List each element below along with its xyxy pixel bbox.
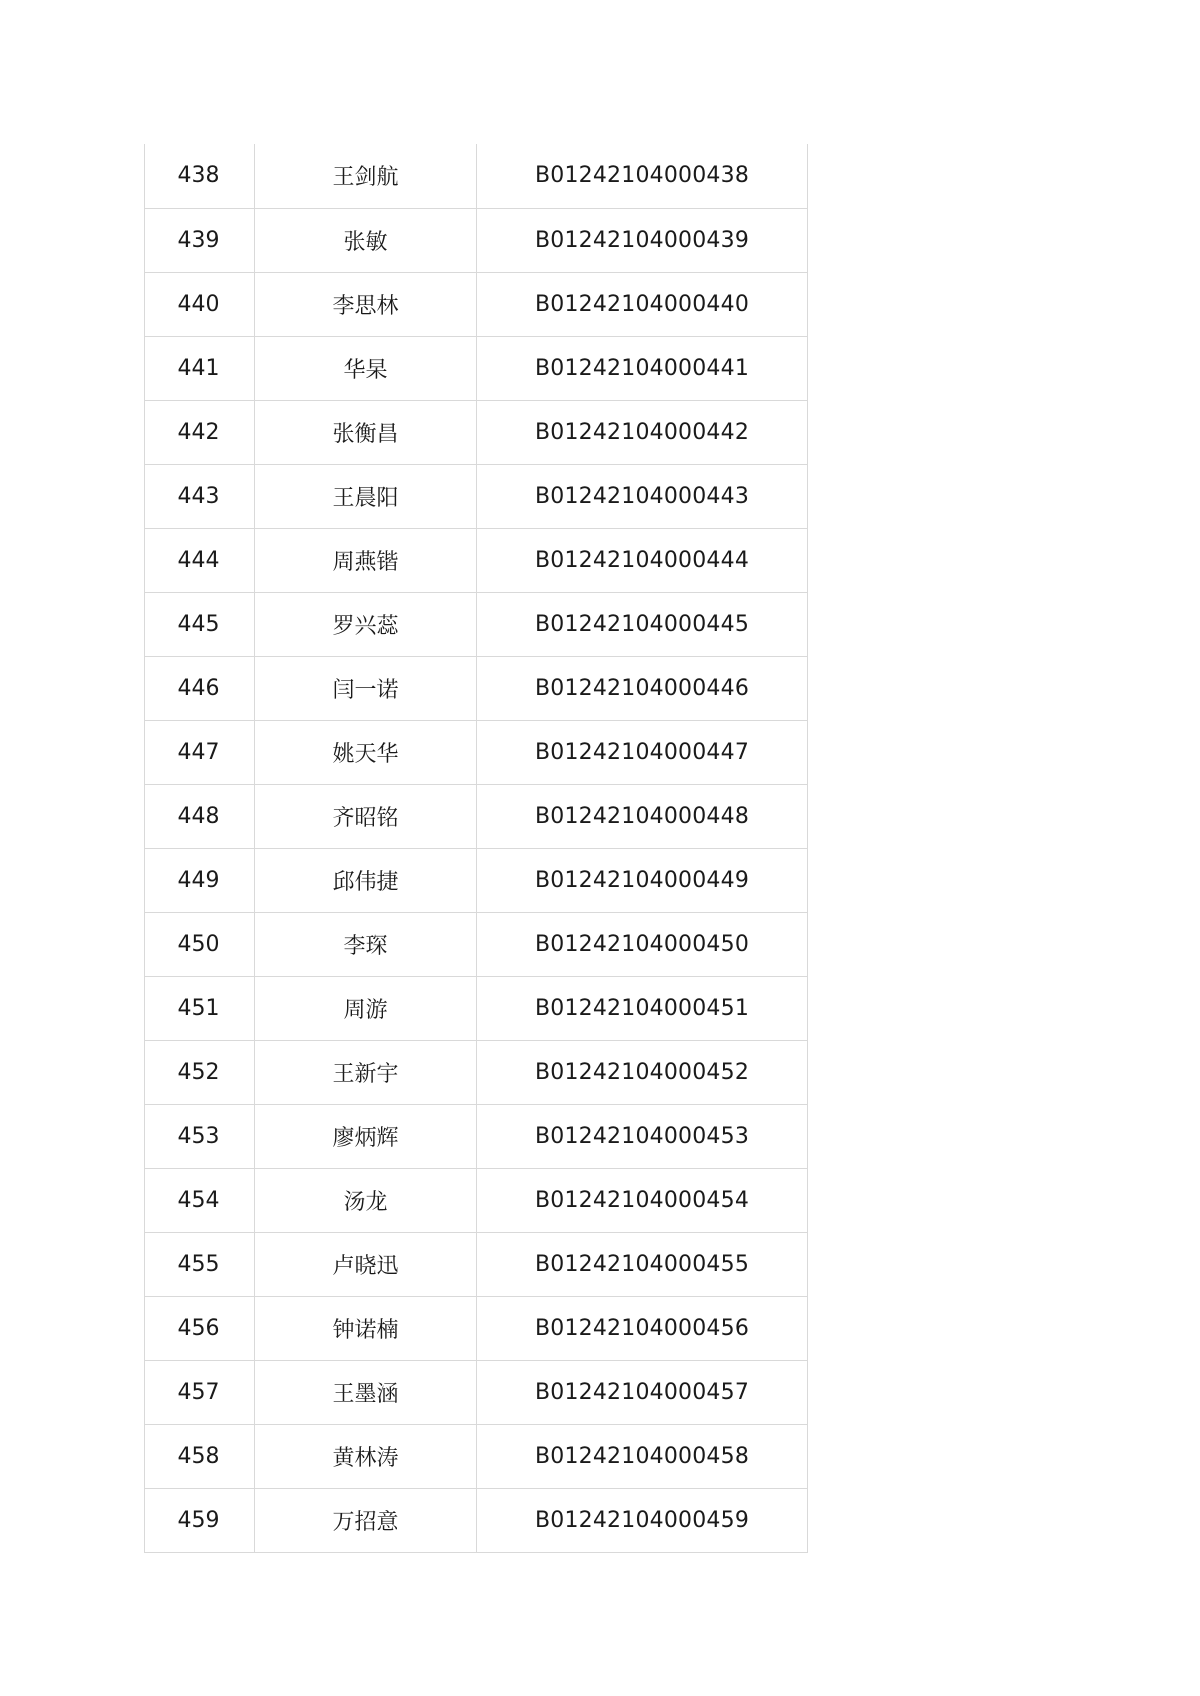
table-row (145, 144, 808, 208)
id-number-cell: B01242104000457 (477, 1360, 808, 1424)
id-number-cell: B01242104000458 (477, 1424, 808, 1488)
id-number-cell: B01242104000438 (477, 144, 808, 208)
name-cell: 张敏 (255, 208, 477, 272)
roster-table-body (145, 144, 808, 1552)
id-number-cell: B01242104000454 (477, 1168, 808, 1232)
name-cell: 张衡昌 (255, 400, 477, 464)
table-row (145, 1232, 808, 1296)
id-number-cell: B01242104000441 (477, 336, 808, 400)
name-cell: 姚天华 (255, 720, 477, 784)
id-number-cell: B01242104000445 (477, 592, 808, 656)
table-row (145, 848, 808, 912)
table-row (145, 976, 808, 1040)
table-row (145, 464, 808, 528)
table-row (145, 1168, 808, 1232)
table-row (145, 1104, 808, 1168)
row-number-cell: 457 (145, 1360, 255, 1424)
table-row (145, 784, 808, 848)
table-row (145, 720, 808, 784)
id-number-cell: B01242104000453 (477, 1104, 808, 1168)
id-number-cell: B01242104000443 (477, 464, 808, 528)
name-cell: 万招意 (255, 1488, 477, 1552)
row-number-cell: 441 (145, 336, 255, 400)
table-row (145, 336, 808, 400)
name-cell: 华杲 (255, 336, 477, 400)
table-row (145, 1296, 808, 1360)
table-row (145, 592, 808, 656)
row-number-cell: 444 (145, 528, 255, 592)
roster-table (144, 144, 808, 1553)
row-number-cell: 442 (145, 400, 255, 464)
table-row (145, 1040, 808, 1104)
id-number-cell: B01242104000447 (477, 720, 808, 784)
name-cell: 王剑航 (255, 144, 477, 208)
row-number-cell: 453 (145, 1104, 255, 1168)
id-number-cell: B01242104000442 (477, 400, 808, 464)
row-number-cell: 454 (145, 1168, 255, 1232)
table-row (145, 1360, 808, 1424)
name-cell: 周游 (255, 976, 477, 1040)
name-cell: 齐昭铭 (255, 784, 477, 848)
row-number-cell: 446 (145, 656, 255, 720)
id-number-cell: B01242104000439 (477, 208, 808, 272)
id-number-cell: B01242104000448 (477, 784, 808, 848)
id-number-cell: B01242104000456 (477, 1296, 808, 1360)
name-cell: 李思林 (255, 272, 477, 336)
table-row (145, 272, 808, 336)
id-number-cell: B01242104000459 (477, 1488, 808, 1552)
name-cell: 李琛 (255, 912, 477, 976)
id-number-cell: B01242104000451 (477, 976, 808, 1040)
row-number-cell: 443 (145, 464, 255, 528)
row-number-cell: 449 (145, 848, 255, 912)
table-row (145, 1488, 808, 1552)
table-row (145, 208, 808, 272)
row-number-cell: 438 (145, 144, 255, 208)
name-cell: 邱伟捷 (255, 848, 477, 912)
id-number-cell: B01242104000452 (477, 1040, 808, 1104)
row-number-cell: 459 (145, 1488, 255, 1552)
row-number-cell: 439 (145, 208, 255, 272)
row-number-cell: 458 (145, 1424, 255, 1488)
row-number-cell: 456 (145, 1296, 255, 1360)
name-cell: 王新宇 (255, 1040, 477, 1104)
row-number-cell: 440 (145, 272, 255, 336)
table-row (145, 1424, 808, 1488)
row-number-cell: 450 (145, 912, 255, 976)
row-number-cell: 445 (145, 592, 255, 656)
row-number-cell: 448 (145, 784, 255, 848)
name-cell: 闫一诺 (255, 656, 477, 720)
id-number-cell: B01242104000446 (477, 656, 808, 720)
row-number-cell: 451 (145, 976, 255, 1040)
id-number-cell: B01242104000449 (477, 848, 808, 912)
name-cell: 黄林涛 (255, 1424, 477, 1488)
name-cell: 廖炳辉 (255, 1104, 477, 1168)
row-number-cell: 455 (145, 1232, 255, 1296)
name-cell: 罗兴蕊 (255, 592, 477, 656)
id-number-cell: B01242104000450 (477, 912, 808, 976)
name-cell: 钟诺楠 (255, 1296, 477, 1360)
row-number-cell: 452 (145, 1040, 255, 1104)
name-cell: 汤龙 (255, 1168, 477, 1232)
name-cell: 卢晓迅 (255, 1232, 477, 1296)
id-number-cell: B01242104000440 (477, 272, 808, 336)
id-number-cell: B01242104000444 (477, 528, 808, 592)
table-row (145, 656, 808, 720)
row-number-cell: 447 (145, 720, 255, 784)
name-cell: 王墨涵 (255, 1360, 477, 1424)
table-row (145, 912, 808, 976)
table-row (145, 528, 808, 592)
table-row (145, 400, 808, 464)
name-cell: 周燕锴 (255, 528, 477, 592)
name-cell: 王晨阳 (255, 464, 477, 528)
id-number-cell: B01242104000455 (477, 1232, 808, 1296)
